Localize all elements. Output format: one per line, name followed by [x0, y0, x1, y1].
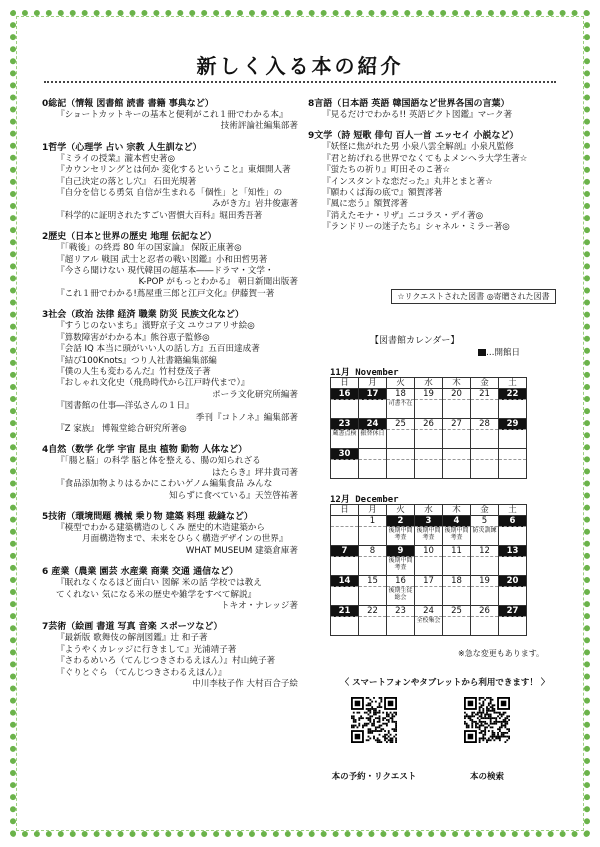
qr-label-search: 本の検索	[469, 772, 504, 782]
qr-label-reserve: 本の予約・リクエスト	[331, 772, 417, 782]
calendar-day-note	[499, 430, 527, 449]
category-section	[308, 130, 570, 233]
calendar-day: 25	[387, 419, 415, 430]
calendar-day: 8	[359, 546, 387, 557]
calendar-day-note	[359, 400, 387, 419]
calendar-day-note	[415, 587, 443, 606]
black-square-icon	[478, 349, 486, 356]
book-entry-line: 『これ１冊でわかる!蔦屋重三郎と江戸文化』伊藤賀一著	[56, 288, 275, 299]
calendar-day: 19	[415, 389, 443, 400]
calendar-day-note	[471, 617, 499, 636]
calendar-day-note	[359, 617, 387, 636]
calendar-day: 21	[471, 389, 499, 400]
calendar-day: 23	[387, 606, 415, 617]
category-section	[42, 566, 304, 612]
book-entry-line: 『算数障害がわかる本』熊谷恵子監修◎	[56, 332, 210, 343]
calendar-day	[471, 449, 499, 460]
calendar-day-note	[443, 557, 471, 576]
book-entry-line: 『僕の人生も変わるんだ』竹村登茂子著	[56, 366, 211, 377]
calendar-day: 18	[387, 389, 415, 400]
calendar-day-note	[471, 587, 499, 606]
calendar-legend-text: …開館日	[486, 348, 521, 358]
calendar-day-note: 振替休日	[359, 430, 387, 449]
calendar-day-note	[443, 400, 471, 419]
calendar-day-note	[443, 430, 471, 449]
book-entry-line: 『カウンセリングとは何か 変化するということ』東畑開人著	[56, 165, 291, 176]
calendar-day: 25	[443, 606, 471, 617]
calendar-day: 17	[415, 576, 443, 587]
calendar-day: 16	[331, 389, 359, 400]
calendar-december	[330, 504, 527, 636]
book-entry-line: 『インスタントな恋だった』丸井とまと著☆	[322, 176, 493, 187]
calendar-day: 15	[359, 576, 387, 587]
calendar-day-note	[471, 460, 499, 479]
book-entry-line: 『ミライの授業』瀧本哲史著◎	[56, 153, 175, 164]
book-entry-line: 『ショートカットキーの基本と便利がこれ１冊でわかる本』	[56, 110, 288, 120]
book-entry-line: 『「腸と脳」の科学 脳と体を整える、腸の知られざる	[56, 456, 261, 467]
calendar-day: 20	[499, 576, 527, 587]
calendar-day-note	[415, 430, 443, 449]
book-entry-line: 『Z 家族』 博報堂総合研究所著◎	[56, 423, 187, 434]
book-entry-line: 『君と紡げれる世界でなくてもよメンヘラ大学生著☆	[322, 153, 528, 164]
category-heading: 2歴史（日本と世界の歴史 地理 伝記など）	[42, 232, 217, 243]
book-entry-line: 技術評論社編集部著	[220, 121, 298, 132]
calendar-day-note: 防災訓練	[471, 527, 499, 546]
calendar-day	[359, 449, 387, 460]
calendar-day-note	[415, 460, 443, 479]
book-entry-line: WHAT MUSEUM 建築倉庫著	[185, 545, 298, 556]
book-entry-line: 『蛍たちの祈り』町田そのこ著☆	[322, 165, 451, 176]
calendar-day-note	[331, 587, 359, 606]
calendar-day-note	[415, 557, 443, 576]
category-section	[42, 511, 304, 557]
calendar-day-note	[331, 617, 359, 636]
calendar-day: 22	[359, 606, 387, 617]
calendar-day	[387, 449, 415, 460]
calendar-day: 6	[499, 516, 527, 527]
calendar-day-note	[387, 460, 415, 479]
calendar-day: 27	[443, 419, 471, 430]
calendar-day: 18	[443, 576, 471, 587]
calendar-legend	[478, 346, 520, 358]
weekday-header: 土	[499, 378, 527, 389]
calendar-day: 27	[499, 606, 527, 617]
calendar-day-note	[499, 557, 527, 576]
book-entry-line: トキオ・ナレッジ著	[220, 601, 298, 611]
calendar-day-note: 後期中間考査	[443, 527, 471, 546]
category-heading: 9文学（詩 短歌 俳句 百人一首 エッセイ 小説など）	[308, 131, 519, 142]
calendar-day: 30	[331, 449, 359, 460]
category-section	[42, 231, 304, 300]
calendar-day: 28	[471, 419, 499, 430]
category-heading: 4自然（数学 化学 宇宙 昆虫 植物 動物 人体など）	[42, 445, 248, 456]
calendar-day: 24	[415, 606, 443, 617]
calendar-day-note	[443, 617, 471, 636]
calendar-day: 23	[331, 419, 359, 430]
calendar-day: 26	[471, 606, 499, 617]
calendar-day: 4	[443, 516, 471, 527]
calendar-day: 22	[499, 389, 527, 400]
legend-box: ☆リクエストされた図書 ◎寄贈された図書	[391, 289, 556, 304]
book-entry-line: 『眠れなくなるほど面白い 図解 米の話 学校では教え	[56, 578, 262, 589]
calendar-day-note	[471, 430, 499, 449]
book-entry-line: 『会話 IQ 本当に頭がいい人の話し方』五百田達成著	[56, 344, 260, 355]
calendar-day-note	[415, 400, 443, 419]
title-underline	[44, 81, 556, 84]
category-section	[42, 98, 304, 133]
calendar-day: 1	[359, 516, 387, 527]
calendar-day-note	[359, 527, 387, 546]
book-entry-line: 『自分を信じる勇気 自信が生まれる「個性」と「知性」の	[56, 188, 283, 199]
book-entry-line: 『最新版 歌舞伎の解剖図鑑』辻 和子著	[56, 633, 208, 644]
calendar-title: 【図書館カレンダー】	[370, 336, 460, 346]
calendar-day-note	[387, 617, 415, 636]
calendar-day: 3	[415, 516, 443, 527]
category-heading: 1哲学（心理学 占い 宗教 人生訓など）	[42, 142, 202, 153]
weekday-header: 月	[359, 378, 387, 389]
left-column	[42, 98, 304, 699]
book-entry-line: 『「戦後」の終焉 80 年の国家論』 保阪正康著◎	[56, 243, 242, 254]
weekday-header: 月	[359, 505, 387, 516]
book-entry-line: 中川李枝子作 大村百合子絵	[192, 679, 298, 690]
calendar-day	[443, 449, 471, 460]
book-entry-line: 『さわるめいろ（てんじつきさわるえほん）』村山純子著	[56, 656, 276, 667]
book-entry-line: 『願わくば海の底で』額賀澪著	[322, 188, 443, 199]
book-entry-line: 月面構造物まで、未来をひらく構造デザインの世界』	[82, 534, 288, 545]
book-entry-line: 『ランドリーの迷子たち』シャネル・ミラー著◎	[322, 222, 510, 233]
book-entry-line: 『すうじのないまち』濱野京子文 ユウコアリサ絵◎	[56, 321, 255, 332]
book-entry-line: 季刊『コトノネ』編集部著	[195, 412, 298, 423]
calendar-day: 24	[359, 419, 387, 430]
category-section	[308, 98, 570, 121]
calendar-day-note	[387, 430, 415, 449]
book-entry-line: 『超リアル 戦国 武士と忍者の戦い図鑑』小和田哲男著	[56, 254, 268, 265]
weekday-header: 金	[471, 505, 499, 516]
category-section	[42, 444, 304, 502]
category-heading: 6 産業（農業 園芸 水産業 商業 交通 通信など）	[42, 567, 239, 578]
calendar-day: 16	[387, 576, 415, 587]
calendar-day	[499, 449, 527, 460]
book-entry-line: 『見るだけでわかる!! 英語ピクト図鑑』マーク著	[322, 110, 513, 120]
book-entry-line: 『妖怪に焦がれた男 小泉八雲全解剖』小泉凡監修	[322, 142, 514, 153]
calendar-day-note: 後期生徒総会	[387, 587, 415, 606]
calendar-day-note	[499, 527, 527, 546]
category-section	[42, 142, 304, 222]
calendar-day: 11	[443, 546, 471, 557]
calendar-day: 2	[387, 516, 415, 527]
weekday-header: 木	[443, 378, 471, 389]
book-entry-line: みがき方』岩井俊憲著	[212, 199, 298, 210]
calendar-day: 12	[471, 546, 499, 557]
book-entry-line: 知らずに食べている』天笠啓祐著	[169, 490, 298, 501]
calendar-day-note	[471, 400, 499, 419]
weekday-header: 火	[387, 505, 415, 516]
calendar-day-note: 蔵書点検	[331, 430, 359, 449]
category-heading: 0総記（情報 図書館 読書 書籍 事典など）	[42, 99, 214, 109]
book-entry-line: 『ようやくカレッジに行きまして』光浦靖子著	[56, 644, 237, 655]
calendar-day-note	[499, 587, 527, 606]
calendar-day: 19	[471, 576, 499, 587]
calendar-day: 21	[331, 606, 359, 617]
calendar-day-note: 後期中間考査	[387, 527, 415, 546]
book-entry-line: 『今さら聞けない 現代韓国の超基本――ドラマ・文学・	[56, 266, 274, 277]
book-entry-line: 『おしゃれ文化史（飛鳥時代から江戸時代まで）』	[56, 378, 250, 389]
calendar-day-note	[443, 587, 471, 606]
month-label-december: 12月 December	[330, 495, 399, 505]
book-entry-line: ポーラ文化研究所編著	[212, 389, 298, 400]
calendar-day-note	[359, 587, 387, 606]
calendar-day-note	[359, 460, 387, 479]
category-heading: 7芸術（絵画 書道 写真 音楽 スポーツなど）	[42, 622, 223, 633]
weekday-header: 水	[415, 505, 443, 516]
weekday-header: 火	[387, 378, 415, 389]
book-entry-line: 『消えたモナ・リザ』ニコラス・デイ著◎	[322, 210, 484, 221]
calendar-note: ※急な変更もあります。	[458, 649, 545, 658]
book-entry-line: 『風に恋う』額賀澪著	[322, 199, 408, 210]
calendar-day: 5	[471, 516, 499, 527]
calendar-day-note: 司書不在	[387, 400, 415, 419]
calendar-day-note	[499, 617, 527, 636]
book-entry-line: 『自己決定の落とし穴』 石田光規著	[56, 176, 197, 187]
calendar-day: 29	[499, 419, 527, 430]
book-entry-line: てくれない 気になる米の歴史や雑学をすべて解説』	[56, 589, 257, 600]
weekday-header: 日	[331, 505, 359, 516]
calendar-day	[415, 449, 443, 460]
calendar-day-note: 後期中間考査	[415, 527, 443, 546]
weekday-header: 土	[499, 505, 527, 516]
calendar-day-note	[331, 460, 359, 479]
calendar-day	[331, 516, 359, 527]
book-entry-line: はたらき』坪井貴司著	[212, 467, 298, 478]
category-heading: 8言語（日本語 英語 韓国語など世界各国の言葉）	[308, 99, 510, 109]
category-section	[42, 621, 304, 690]
calendar-day: 13	[499, 546, 527, 557]
calendar-day-note	[331, 557, 359, 576]
calendar-day: 14	[331, 576, 359, 587]
category-heading: 5技術（環境問題 機械 乗り物 建築 料理 裁縫など）	[42, 511, 253, 522]
weekday-header: 金	[471, 378, 499, 389]
month-label-november: 11月 November	[330, 368, 399, 378]
book-entry-line: K-POP がもっとわかる』 朝日新聞出版著	[138, 277, 298, 288]
qr-code-search[interactable]	[464, 697, 510, 743]
calendar-day-note: 全校集会	[415, 617, 443, 636]
calendar-day-note	[359, 557, 387, 576]
weekday-header: 木	[443, 505, 471, 516]
book-entry-line: 『ぐりとぐら （てんじつきさわるえほん）』	[56, 667, 227, 678]
book-entry-line: 『図書館の仕事―洋弘さんの１日』	[56, 401, 194, 412]
calendar-day: 10	[415, 546, 443, 557]
calendar-day: 17	[359, 389, 387, 400]
calendar-november	[330, 377, 527, 479]
smartphone-notice: 〈 スマートフォンやタブレットから利用できます！ 〉	[340, 678, 550, 688]
right-column	[308, 98, 570, 243]
weekday-header: 日	[331, 378, 359, 389]
calendar-day-note	[331, 400, 359, 419]
category-section	[42, 309, 304, 435]
book-entry-line: 『科学的に証明されたすごい習慣大百科』堀田秀吾著	[56, 210, 263, 221]
book-entry-line: 『模型でわかる建築構造のしくみ 歴史的木造建築から	[56, 522, 265, 533]
calendar-day: 26	[415, 419, 443, 430]
page-title: 新しく入る本の紹介	[196, 54, 404, 78]
weekday-header: 水	[415, 378, 443, 389]
calendar-day-note	[499, 400, 527, 419]
category-heading: 3社会（政治 法律 経済 職業 防災 民族文化など）	[42, 310, 244, 321]
calendar-day-note	[443, 460, 471, 479]
calendar-day-note	[499, 460, 527, 479]
calendar-day: 9	[387, 546, 415, 557]
book-entry-line: 『食品添加物よりはるかにこわいゲノム編集食品 みんな	[56, 479, 273, 490]
calendar-day-note: 後期中間考査	[387, 557, 415, 576]
calendar-day-note	[471, 557, 499, 576]
book-entry-line: 『結び100Knots』つり人社書籍編集部編	[56, 355, 217, 366]
qr-code-reserve[interactable]	[351, 697, 397, 743]
calendar-day: 20	[443, 389, 471, 400]
calendar-day: 7	[331, 546, 359, 557]
calendar-day-note	[331, 527, 359, 546]
